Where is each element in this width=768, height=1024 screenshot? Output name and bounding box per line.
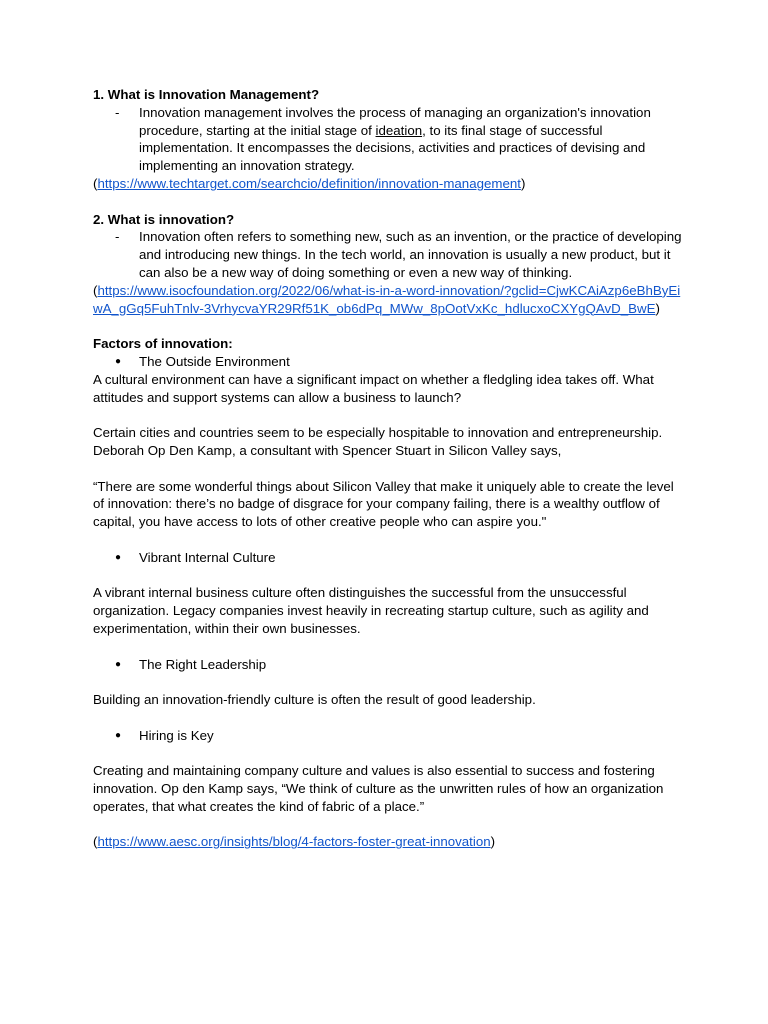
source-link-aesc[interactable]: https://www.aesc.org/insights/blog/4-factors-foster-great-innovation bbox=[97, 834, 491, 850]
list-item bbox=[93, 228, 683, 281]
bullet-label: The Right Leadership bbox=[139, 656, 267, 672]
source-link-techtarget[interactable]: https://www.techtarget.com/searchcio/definition/innovation-management bbox=[97, 175, 521, 191]
section-heading-innovation-management: 1. What is Innovation Management? bbox=[93, 87, 320, 102]
paragraph: A cultural environment can have a significant impact on whether a fledgling idea takes off. What attitudes and support systems can allow a business to launch? bbox=[93, 371, 654, 405]
bullet-icon: ● bbox=[115, 355, 122, 367]
bullet-item-outside-environment bbox=[93, 353, 683, 371]
paragraph: Building an innovation-friendly culture is often the result of good leadership. bbox=[93, 692, 536, 708]
ideation-term: ideation bbox=[375, 122, 423, 138]
list-item-text: Innovation often refers to something new, such as an invention, or the practice of developing and introducing new things. In the tech world, an innovation is usually a new product, but it can also be a new way of doing something or even a new way of thinking. bbox=[139, 229, 682, 280]
dash-marker: - bbox=[115, 104, 120, 120]
bullet-icon: ● bbox=[115, 551, 122, 563]
paragraph: A vibrant internal business culture often distinguishes the successful from the unsuccessful organization. Legacy companies invest heavily in recreating startup culture, such as agility and experimentation, within their own businesses. bbox=[93, 585, 649, 636]
bullet-label: The Outside Environment bbox=[139, 353, 290, 369]
section-heading-factors: Factors of innovation: bbox=[93, 336, 233, 352]
bullet-item-hiring bbox=[93, 727, 683, 745]
bullet-label: Vibrant Internal Culture bbox=[139, 549, 276, 565]
dash-marker: - bbox=[115, 229, 120, 245]
bullet-label: Hiring is Key bbox=[139, 727, 214, 743]
quote-paragraph: “There are some wonderful things about Silicon Valley that make it uniquely able to create the level of innovation: there’s no badge of disgrace for your company failing, there is a wealthy outflow of capital, you have access to lots of other creative people who can aspire you." bbox=[93, 478, 674, 530]
source-citation: (https://www.isocfoundation.org/2022/06/what-is-in-a-word-innovation/?gclid=CjwKCAiAzp6eBhByEiwA_gGq5FuhTnlv-3VrhycvaYR29Rf51K_ob6dPq_MWw_8pOotVxKc_hdlucxoCXYgQAvD_BwE) bbox=[93, 282, 681, 316]
document-page bbox=[93, 86, 683, 851]
bullet-item-leadership bbox=[93, 656, 683, 674]
source-citation: (https://www.techtarget.com/searchcio/definition/innovation-management) bbox=[93, 175, 526, 191]
source-link-isocfoundation[interactable]: https://www.isocfoundation.org/2022/06/what-is-in-a-word-innovation/?gclid=CjwKCAiAzp6eBhByEiwA_gGq5FuhTnlv-3VrhycvaYR29Rf51K_ob6dPq_MWw_8pOotVxKc_hdlucxoCXYgQAvD_BwE bbox=[93, 282, 681, 316]
source-citation: (https://www.aesc.org/insights/blog/4-factors-foster-great-innovation) bbox=[93, 834, 496, 850]
bullet-icon: ● bbox=[115, 729, 122, 741]
paragraph: Certain cities and countries seem to be especially hospitable to innovation and entrepreneurship. Deborah Op Den Kamp, a consultant with Spencer Stuart in Silicon Valley says, bbox=[93, 425, 663, 458]
list-item-text: Innovation management involves the process of managing an organization's innovation procedure, starting at the initial stage of ideation, to its final stage of successful implementation. It encompasses the decisions, activities and practices of devising and implementing an innovation strategy. bbox=[139, 104, 651, 174]
section-heading-what-is-innovation: 2. What is innovation? bbox=[93, 211, 235, 227]
paragraph: Creating and maintaining company culture and values is also essential to success and fostering innovation. Op den Kamp says, “We think of culture as the unwritten rules of how an organization operates, that what creates the kind of fabric of a place.” bbox=[93, 763, 664, 814]
bullet-item-internal-culture bbox=[93, 549, 683, 567]
bullet-icon: ● bbox=[115, 658, 122, 670]
list-item bbox=[93, 104, 683, 175]
